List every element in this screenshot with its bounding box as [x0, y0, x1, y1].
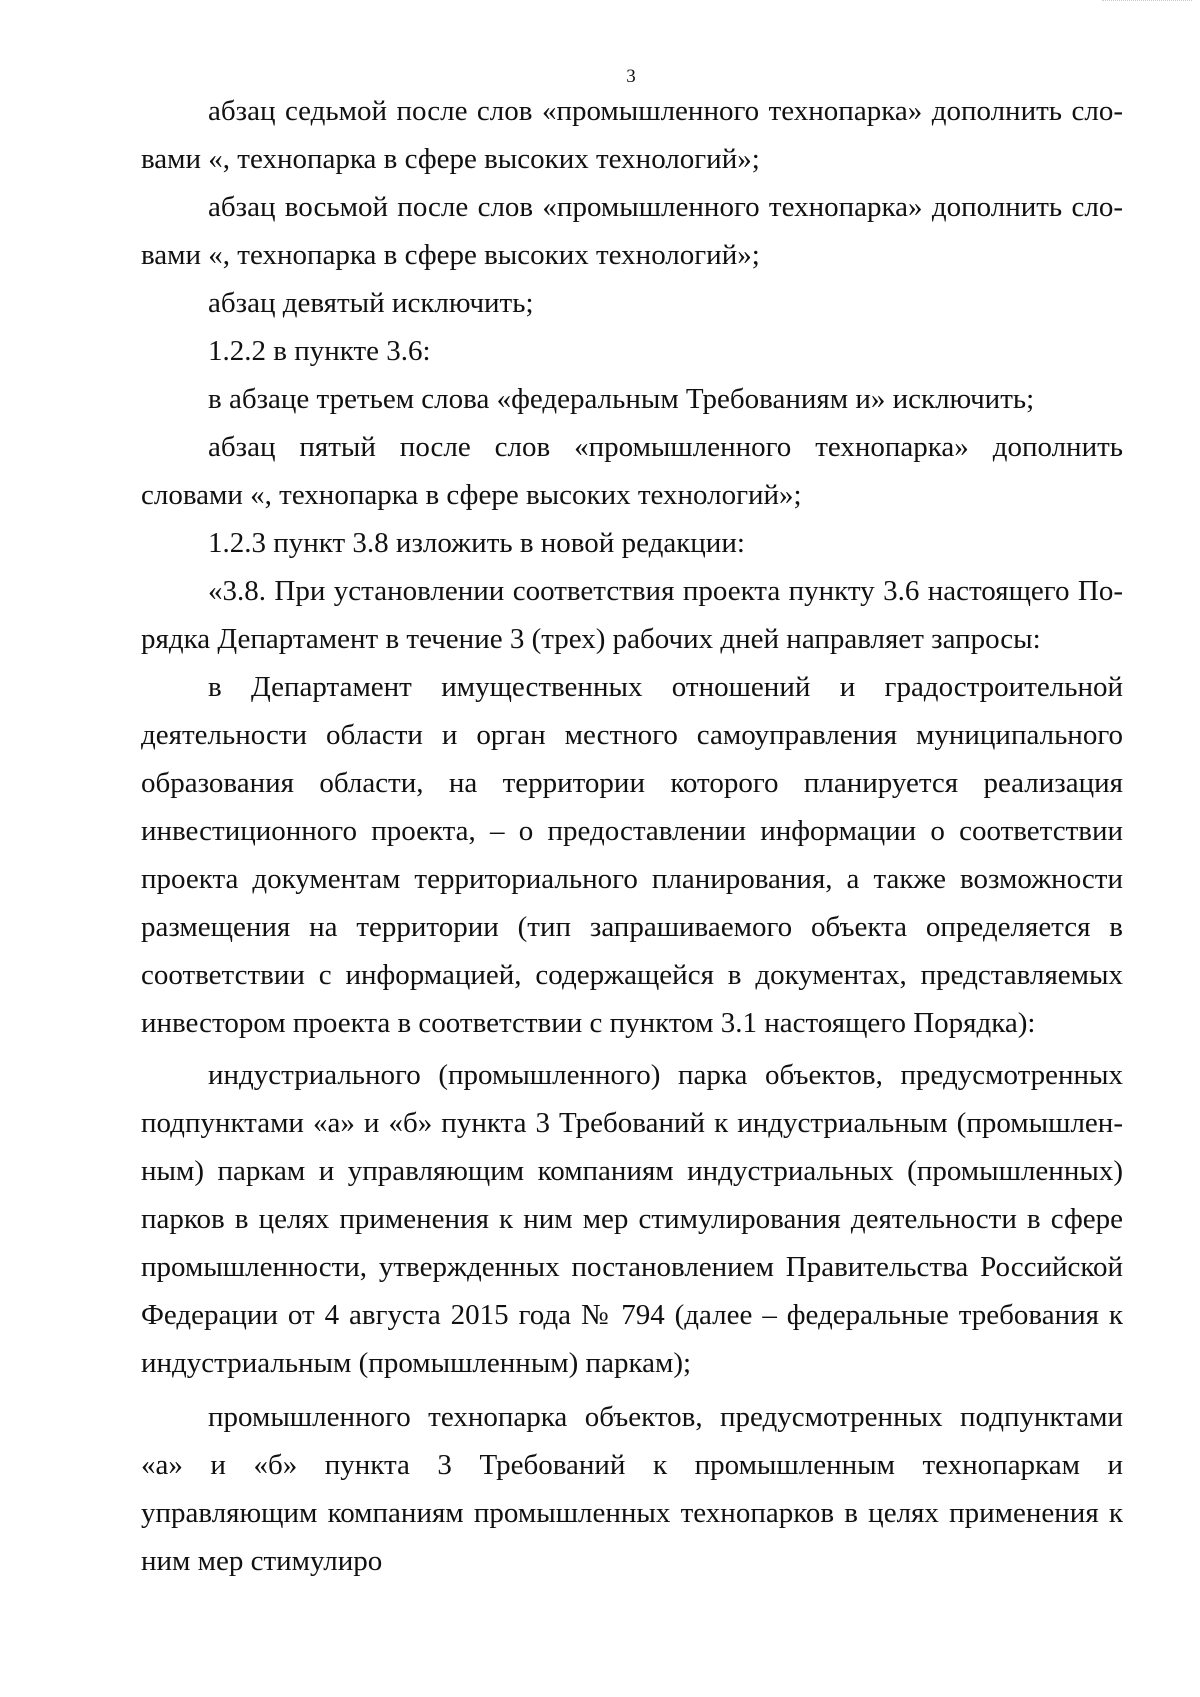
paragraph-11: промышленного технопарка объектов, предусмотренных подпунктами «а» и «б» пункта 3 Требований к промышленным технопаркам и управляющим компаниям промышленных технопарков в целях применения к ним мер стимулиро — [141, 1401, 1123, 1577]
paragraph-8: «3.8. При установлении соответствия проекта пункту 3.6 настоящего Порядка Департамент в течение 3 (трех) рабочих дней направляет запросы: — [141, 575, 1123, 655]
document-body — [141, 87, 1123, 1585]
page-number: 3 — [626, 66, 636, 87]
paragraph-9: в Департамент имущественных отношений и градостроительной деятельности области и орган местного самоуправления муниципального образования области, на территории которого планируется реализация инвестиционного проекта, – о предоставлении информации о соответствии проекта документам территориального планирования, а также возможности размещения на территории (тип запрашиваемого объекта определяется в соответствии с информацией, содержащейся в документах, представляемых инвестором проекта в соответствии с пунктом 3.1 настоящего Порядка): — [141, 671, 1123, 1039]
paragraph-4: 1.2.2 в пункте 3.6: — [208, 335, 431, 367]
scan-edge-mark — [1102, 0, 1192, 7]
paragraph-5: в абзаце третьем слова «федеральным Требованиям и» исключить; — [208, 383, 1035, 415]
paragraph-2: абзац восьмой после слов «промышленного технопарка» дополнить словами «, технопарка в сфере высоких технологий»; — [141, 191, 1123, 271]
paragraph-7: 1.2.3 пункт 3.8 изложить в новой редакции: — [208, 527, 745, 559]
paragraph-10: индустриального (промышленного) парка объектов, предусмотренных подпунктами «а» и «б» пункта 3 Требований к индустриальным (промышленным) паркам и управляющим компаниям индустриальных (промышленных) парков в целях применения к ним мер стимулирования деятельности в сфере промышленности, утвержденных постановлением Правительства Российской Федерации от 4 августа 2015 года № 794 (далее – федеральные требования к индустриальным (промышленным) паркам); — [141, 1059, 1123, 1379]
paragraph-6: абзац пятый после слов «промышленного технопарка» дополнить словами «, технопарка в сфере высоких технологий»; — [141, 431, 1123, 511]
paragraph-1: абзац седьмой после слов «промышленного технопарка» дополнить словами «, технопарка в сфере высоких технологий»; — [141, 95, 1123, 175]
paragraph-3: абзац девятый исключить; — [208, 287, 534, 319]
